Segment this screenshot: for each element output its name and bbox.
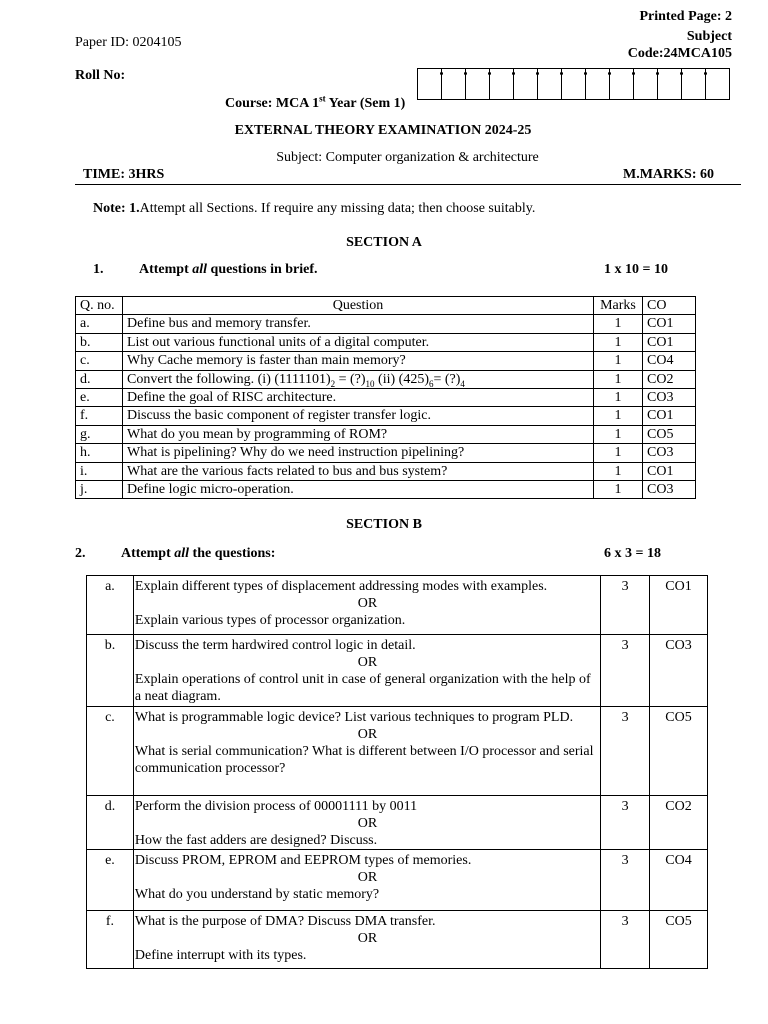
row-marks: 1 <box>594 407 643 425</box>
roll-box[interactable] <box>658 69 682 99</box>
question-alternate: Define interrupt with its types. <box>134 948 307 963</box>
row-no: g. <box>76 425 123 443</box>
row-no: i. <box>76 462 123 480</box>
row-question <box>133 850 600 911</box>
roll-box[interactable] <box>514 69 538 99</box>
subject-code: Code:24MCA105 <box>627 46 732 61</box>
table-header-row <box>76 297 696 315</box>
row-question: Define logic micro-operation. <box>123 480 594 498</box>
row-co: CO4 <box>643 352 696 370</box>
table-row <box>76 352 696 370</box>
row-marks: 1 <box>594 352 643 370</box>
table-row <box>76 315 696 333</box>
section-a-table <box>75 296 696 499</box>
row-question: Define bus and memory transfer. <box>123 315 594 333</box>
printed-page: Printed Page: 2 <box>639 9 732 24</box>
table-row <box>76 480 696 498</box>
row-co: CO5 <box>650 911 708 969</box>
row-marks: 3 <box>601 576 650 635</box>
question-alternate: What is serial communication? What is different between I/O processor and serial communication processor? <box>134 744 594 776</box>
table-row <box>76 407 696 425</box>
row-question: Convert the following. (i) $(1111101)_2$ = $(?)_{10}$ (ii) $(425)_6=$ $(?)_4$ <box>123 370 594 388</box>
row-co: CO1 <box>643 407 696 425</box>
roll-number-boxes[interactable] <box>417 68 730 100</box>
row-marks: 1 <box>594 462 643 480</box>
roll-box[interactable] <box>682 69 706 99</box>
table-row <box>76 370 696 388</box>
table-row <box>87 796 708 850</box>
row-marks: 3 <box>601 850 650 911</box>
roll-box[interactable] <box>562 69 586 99</box>
row-marks: 3 <box>601 911 650 969</box>
note-text: Attempt all Sections. If require any missing data; then choose suitably. <box>139 201 536 216</box>
or-label: OR <box>357 870 378 885</box>
section-b-qno: 2. <box>75 546 86 561</box>
row-question: What is pipelining? Why do we need instruction pipelining? <box>123 444 594 462</box>
roll-box[interactable] <box>442 69 466 99</box>
row-marks: 1 <box>594 370 643 388</box>
row-question: Why Cache memory is faster than main memory? <box>123 352 594 370</box>
table-row <box>76 462 696 480</box>
row-co: CO3 <box>643 480 696 498</box>
row-marks: 1 <box>594 388 643 406</box>
time: TIME: 3HRS <box>83 167 165 182</box>
row-co: CO5 <box>650 707 708 796</box>
roll-box[interactable] <box>610 69 634 99</box>
table-row <box>87 911 708 969</box>
paper-id: Paper ID: 0204105 <box>75 35 182 50</box>
section-b-table <box>86 575 708 969</box>
row-marks: 1 <box>594 315 643 333</box>
roll-box[interactable] <box>490 69 514 99</box>
question-alternate: Explain operations of control unit in case of general organization with the help of a neat diagram. <box>134 672 591 704</box>
header-divider <box>75 184 741 185</box>
table-row <box>87 707 708 796</box>
row-label: e. <box>87 850 134 911</box>
header-qno: Q. no. <box>76 297 123 315</box>
row-marks: 1 <box>594 480 643 498</box>
table-row <box>76 444 696 462</box>
max-marks: M.MARKS: 60 <box>623 167 714 182</box>
question-primary: What is the purpose of DMA? Discuss DMA transfer. <box>134 914 436 929</box>
roll-box[interactable] <box>418 69 442 99</box>
or-label: OR <box>357 596 378 611</box>
row-label: d. <box>87 796 134 850</box>
question-alternate: Explain various types of processor organization. <box>134 613 406 628</box>
section-a-qno: 1. <box>93 262 104 277</box>
or-label: OR <box>357 655 378 670</box>
or-label: OR <box>357 931 378 946</box>
row-co: CO1 <box>643 315 696 333</box>
row-marks: 1 <box>594 333 643 351</box>
row-co: CO2 <box>650 796 708 850</box>
header-co: CO <box>643 297 696 315</box>
subject-title: Subject: Computer organization & architecture <box>276 150 539 165</box>
row-no: b. <box>76 333 123 351</box>
or-label: OR <box>357 816 378 831</box>
question-primary: Perform the division process of 00001111 by 0011 <box>134 799 418 814</box>
roll-box[interactable] <box>634 69 658 99</box>
row-no: d. <box>76 370 123 388</box>
row-question <box>133 796 600 850</box>
row-question: Discuss the basic component of register transfer logic. <box>123 407 594 425</box>
table-row <box>76 425 696 443</box>
section-a-title: SECTION A <box>346 235 422 250</box>
row-question: List out various functional units of a digital computer. <box>123 333 594 351</box>
row-question: What are the various facts related to bus and bus system? <box>123 462 594 480</box>
question-primary: Discuss the term hardwired control logic in detail. <box>134 638 416 653</box>
row-marks: 1 <box>594 425 643 443</box>
row-marks: 3 <box>601 635 650 707</box>
row-co: CO3 <box>643 444 696 462</box>
roll-box[interactable] <box>466 69 490 99</box>
table-row <box>87 850 708 911</box>
row-question: Define the goal of RISC architecture. <box>123 388 594 406</box>
course-suffix: Year (Sem 1) <box>325 96 406 111</box>
table-row <box>76 333 696 351</box>
section-b-marks: 6 x 3 = 18 <box>604 546 661 561</box>
row-label: a. <box>87 576 134 635</box>
section-a-instruction: Attempt all questions in brief. <box>139 262 318 277</box>
question-primary: What is programmable logic device? List various techniques to program PLD. <box>134 710 574 725</box>
roll-box[interactable] <box>706 69 729 99</box>
row-co: CO3 <box>643 388 696 406</box>
or-label: OR <box>357 727 378 742</box>
row-no: h. <box>76 444 123 462</box>
note <box>93 201 535 217</box>
roll-no-label: Roll No: <box>75 68 126 83</box>
row-co: CO4 <box>650 850 708 911</box>
question-alternate: What do you understand by static memory? <box>134 887 380 902</box>
course-sup: st <box>319 93 326 104</box>
row-no: j. <box>76 480 123 498</box>
row-co: CO1 <box>650 576 708 635</box>
table-row <box>76 388 696 406</box>
question-alternate: How the fast adders are designed? Discuss. <box>134 833 378 848</box>
row-label: c. <box>87 707 134 796</box>
roll-box[interactable] <box>538 69 562 99</box>
row-question <box>133 911 600 969</box>
row-no: a. <box>76 315 123 333</box>
row-co: CO1 <box>643 333 696 351</box>
roll-box[interactable] <box>586 69 610 99</box>
subject-code-label: Subject <box>686 29 732 44</box>
row-no: f. <box>76 407 123 425</box>
course <box>225 93 406 112</box>
table-row <box>87 635 708 707</box>
section-a-marks: 1 x 10 = 10 <box>604 262 668 277</box>
row-co: CO1 <box>643 462 696 480</box>
row-no: e. <box>76 388 123 406</box>
header-marks: Marks <box>594 297 643 315</box>
row-co: CO2 <box>643 370 696 388</box>
row-no: c. <box>76 352 123 370</box>
row-question <box>133 576 600 635</box>
row-marks: 3 <box>601 707 650 796</box>
row-label: b. <box>87 635 134 707</box>
section-b-instruction: Attempt all the questions: <box>121 546 276 561</box>
row-question: What do you mean by programming of ROM? <box>123 425 594 443</box>
section-b-title: SECTION B <box>346 517 422 532</box>
row-co: CO5 <box>643 425 696 443</box>
table-row <box>87 576 708 635</box>
row-co: CO3 <box>650 635 708 707</box>
course-prefix: Course: MCA 1 <box>225 96 320 111</box>
row-question <box>133 707 600 796</box>
row-label: f. <box>87 911 134 969</box>
row-marks: 3 <box>601 796 650 850</box>
row-question <box>133 635 600 707</box>
exam-title: EXTERNAL THEORY EXAMINATION 2024-25 <box>234 123 532 138</box>
row-marks: 1 <box>594 444 643 462</box>
header-question: Question <box>123 297 594 315</box>
note-label: Note: 1. <box>93 201 140 216</box>
question-primary: Explain different types of displacement addressing modes with examples. <box>134 579 548 594</box>
question-primary: Discuss PROM, EPROM and EEPROM types of memories. <box>134 853 472 868</box>
